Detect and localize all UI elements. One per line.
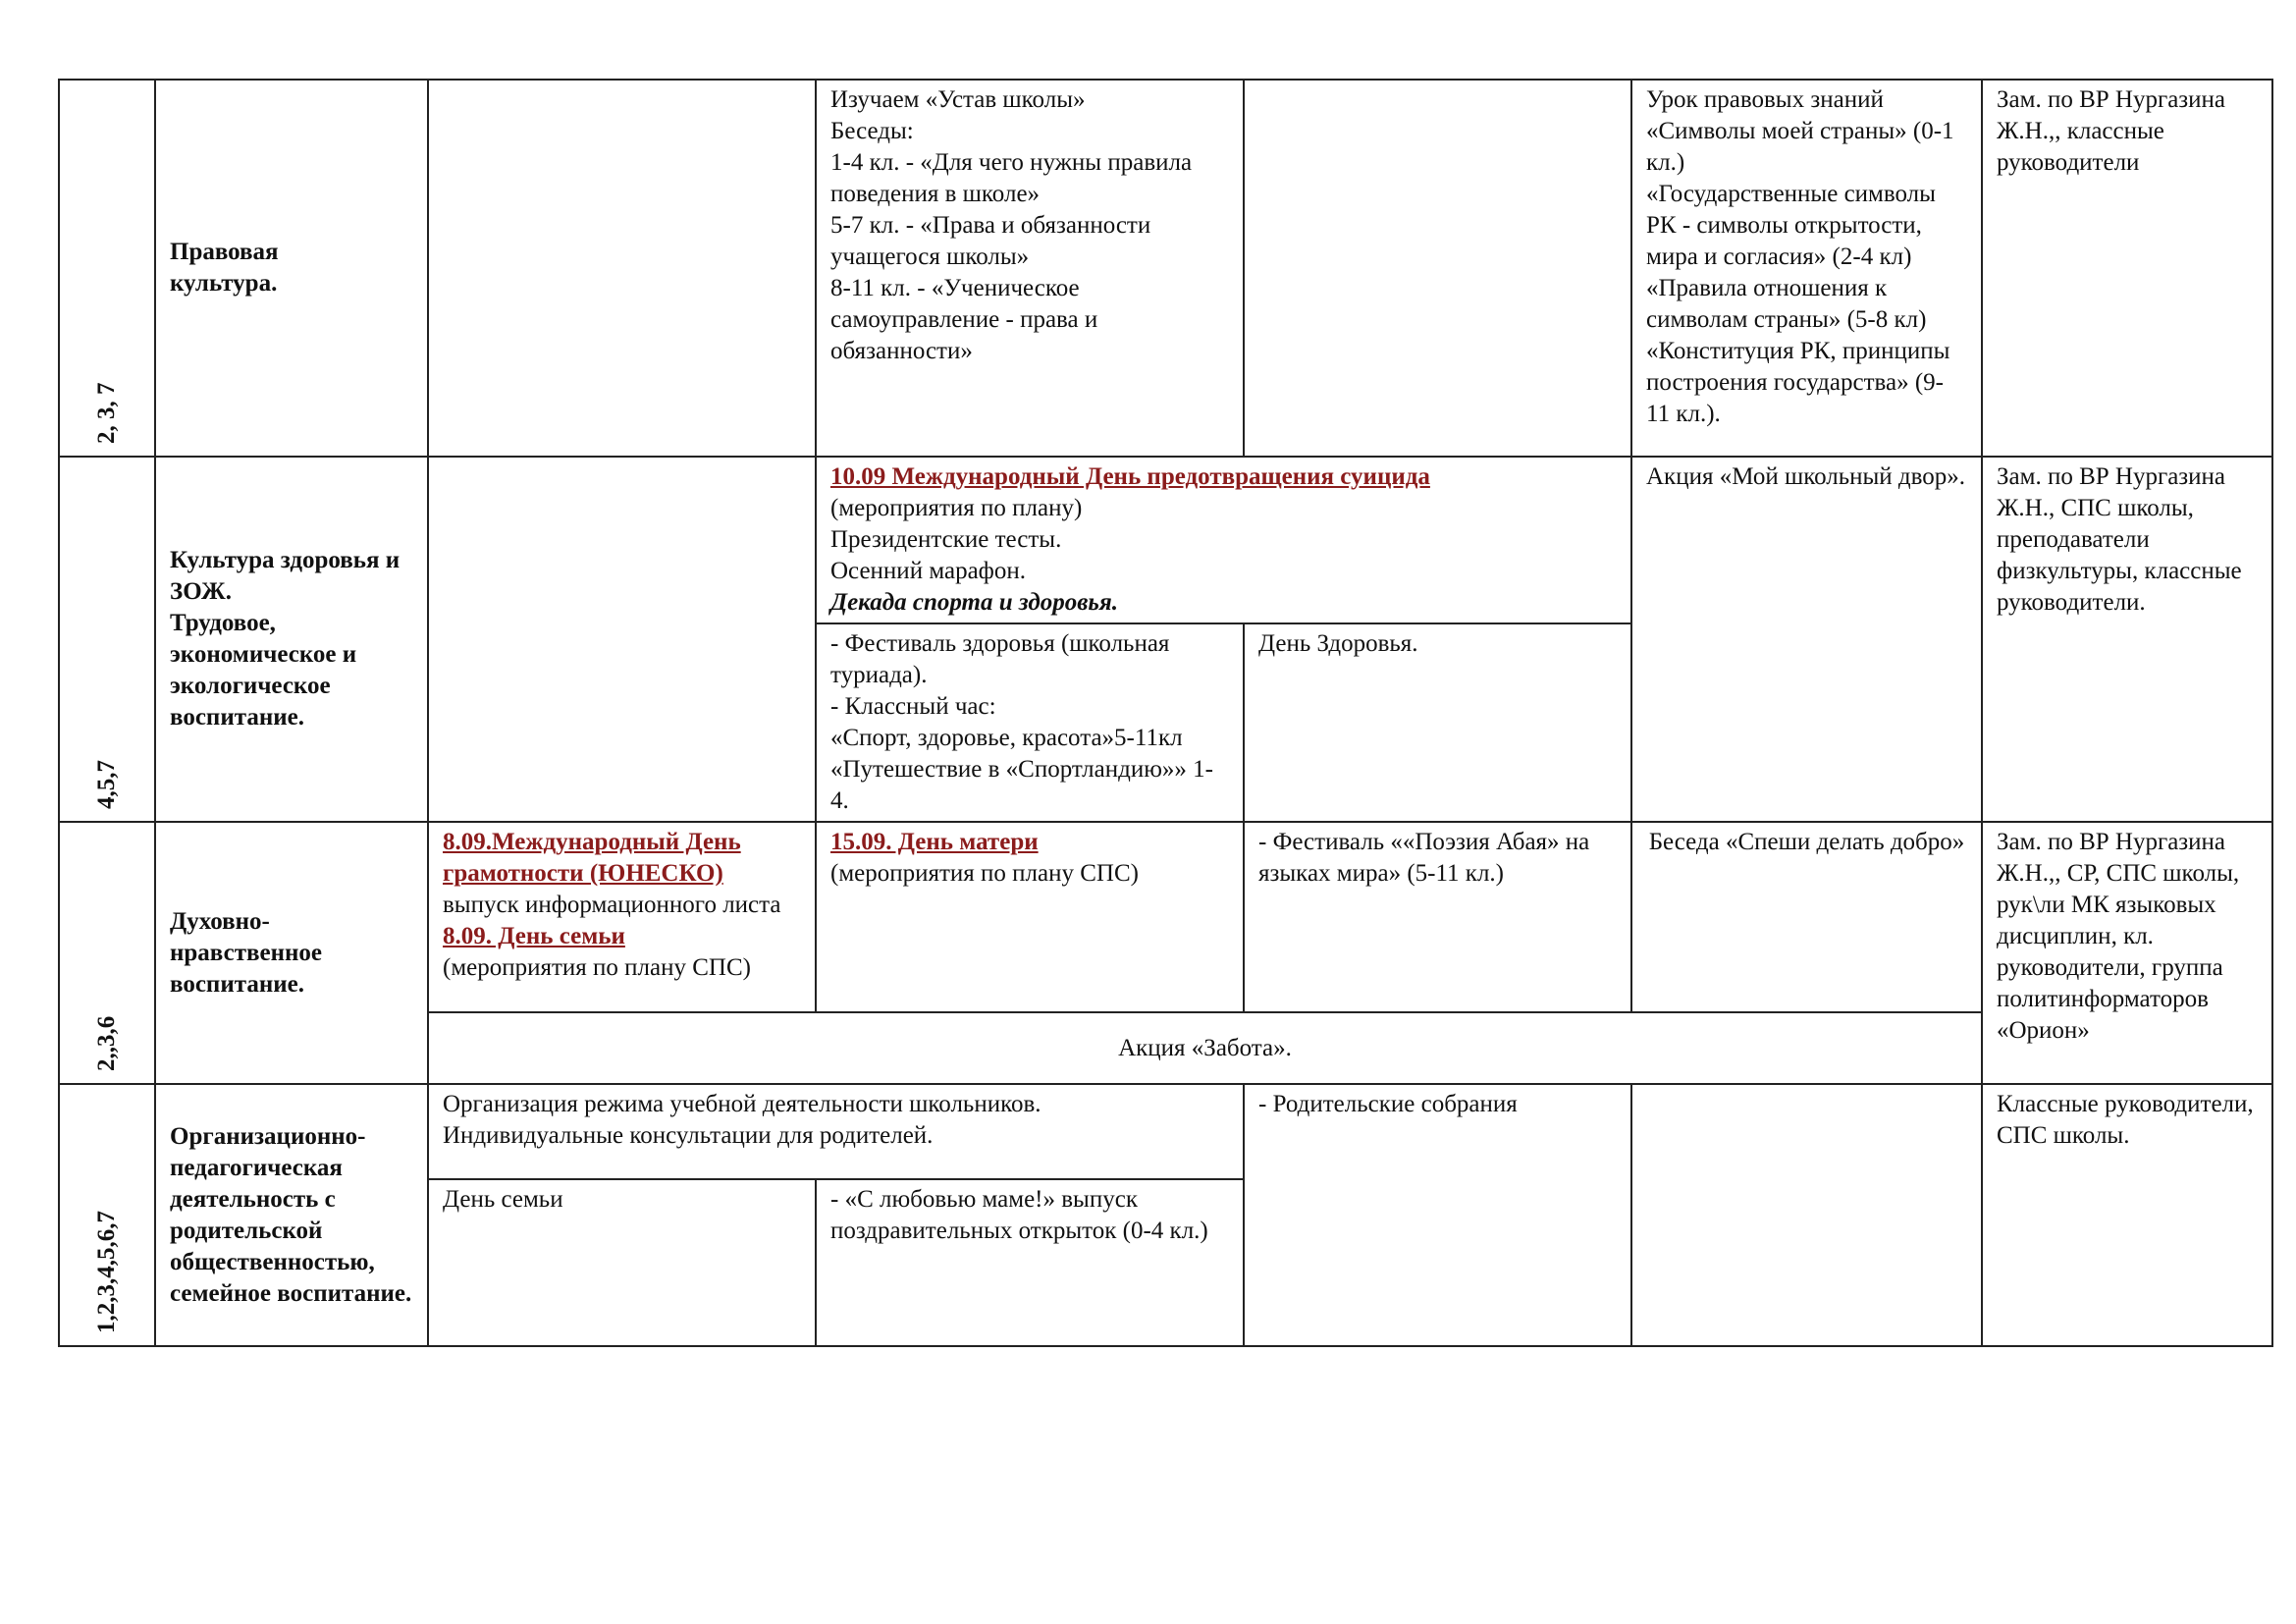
event-plan-table [58,79,2273,1347]
responsible-cell [1982,1084,2272,1346]
event-date-title: 8.09. День семьи [443,923,625,949]
activity-cell [816,822,1244,1012]
module-numbers-cell [59,1084,155,1346]
activity-line: «Путешествие в «Спортландию»» 1-4. [830,756,1213,814]
activity-line: «Конституция РК, принципы построения государства» (9-11 кл.). [1646,338,1950,427]
module-numbers: 2,,3,6 [93,1015,120,1071]
activity-line: Президентские тесты. [830,526,1062,553]
table-row [59,80,2272,457]
activity-cell [1244,1084,1631,1346]
activity-line: 5-7 кл. - «Права и обязанности учащегося школы» [830,212,1151,270]
activity-text: День Здоровья. [1258,630,1418,657]
decade-title: Декада спорта и здоровья. [830,589,1118,616]
activity-line: 1-4 кл. - «Для чего нужны правила поведения в школе» [830,149,1193,207]
activity-cell [1631,822,1982,1012]
responsible-text: Зам. по ВР Нургазина Ж.Н.,, классные руководители [1997,86,2226,176]
activity-line: 8-11 кл. - «Ученическое самоуправление - права и обязанности» [830,275,1098,364]
responsible-cell [1982,457,2272,822]
activity-line: Осенний марафон. [830,558,1026,584]
activity-text: - «С любовью маме!» выпуск поздравительных открыток (0-4 кл.) [830,1186,1208,1244]
activity-line: «Правила отношения к символам страны» (5-8 кл) [1646,275,1927,333]
activity-text: Акция «Забота». [1118,1034,1292,1061]
activity-line: Индивидуальные консультации для родителей. [443,1122,934,1149]
event-date-title: 10.09 Международный День предотвращения суицида [830,463,1430,490]
activity-line: Организация режима учебной деятельности школьников. [443,1091,1041,1117]
direction-title: Духовно-нравственное воспитание. [170,907,322,998]
event-date-title: 8.09.Международный День грамотности (ЮНЕСКО) [443,829,741,887]
empty-cell [428,457,816,822]
responsible-text: Зам. по ВР Нургазина Ж.Н., СПС школы, преподаватели физкультуры, классные руководители. [1997,463,2242,616]
activity-text: - Родительские собрания [1258,1091,1518,1117]
activity-cell [428,1084,1244,1179]
activity-line: - Фестиваль здоровья (школьная туриада). [830,630,1170,688]
activity-cell [428,1179,816,1346]
activity-line: (мероприятия по плану) [830,495,1083,521]
activity-line: Беседы: [830,118,914,144]
responsible-cell [1982,822,2272,1084]
activity-cell [1631,457,1982,822]
module-numbers-cell [59,457,155,822]
activity-line: - Классный час: [830,693,996,720]
direction-title: Культура здоровья и ЗОЖ. Трудовое, экономическое и экологическое воспитание. [170,547,400,731]
activity-line: «Государственные символы РК - символы открытости, мира и согласия» (2-4 кл) [1646,181,1936,270]
wide-activity-cell [428,1012,1982,1084]
activity-text: Беседа «Спеши делать добро» [1648,829,1965,855]
table-row [59,457,2272,623]
activity-cell [816,80,1244,457]
module-numbers: 1,2,3,4,5,6,7 [93,1211,120,1333]
module-numbers-cell [59,80,155,457]
direction-cell [155,457,428,822]
activity-cell [816,1179,1244,1346]
direction-title: Правовая культура. [170,239,279,297]
activity-cell [428,822,816,1012]
activity-line: «Спорт, здоровье, красота»5-11кл [830,725,1183,751]
empty-cell [428,80,816,457]
direction-cell [155,1084,428,1346]
activity-line: (мероприятия по плану СПС) [443,954,751,981]
direction-cell [155,822,428,1084]
activity-cell [1244,822,1631,1012]
activity-cell [1631,80,1982,457]
responsible-cell [1982,80,2272,457]
activity-text: Акция «Мой школьный двор». [1646,463,1966,490]
activity-text: - Фестиваль ««Поэзия Абая» на языках мира» (5-11 кл.) [1258,829,1590,887]
empty-cell [1631,1084,1982,1346]
activity-text: День семьи [443,1186,563,1213]
direction-title: Организационно-педагогическая деятельность с родительской общественностью, семейное воспитание. [170,1122,412,1307]
empty-cell [1244,80,1631,457]
activity-line: выпуск информационного листа [443,892,781,918]
direction-cell [155,80,428,457]
activity-line: Урок правовых знаний «Символы моей страны» (0-1 кл.) [1646,86,1954,176]
responsible-text: Зам. по ВР Нургазина Ж.Н.,, СР, СПС школы, рук\ли МК языковых дисциплин, кл. руководители, группа политинформаторов «Орион» [1997,829,2240,1044]
event-date-title: 15.09. День матери [830,829,1039,855]
activity-cell [816,457,1631,623]
module-numbers-cell [59,822,155,1084]
activity-cell [1244,623,1631,822]
module-numbers: 4,5,7 [93,760,120,809]
activity-line: (мероприятия по плану СПС) [830,860,1139,887]
responsible-text: Классные руководители, СПС школы. [1997,1091,2254,1149]
activity-cell [816,623,1244,822]
table-row [59,1084,2272,1179]
activity-line: Изучаем «Устав школы» [830,86,1086,113]
module-numbers: 2, 3, 7 [93,382,120,444]
table-row [59,822,2272,1012]
